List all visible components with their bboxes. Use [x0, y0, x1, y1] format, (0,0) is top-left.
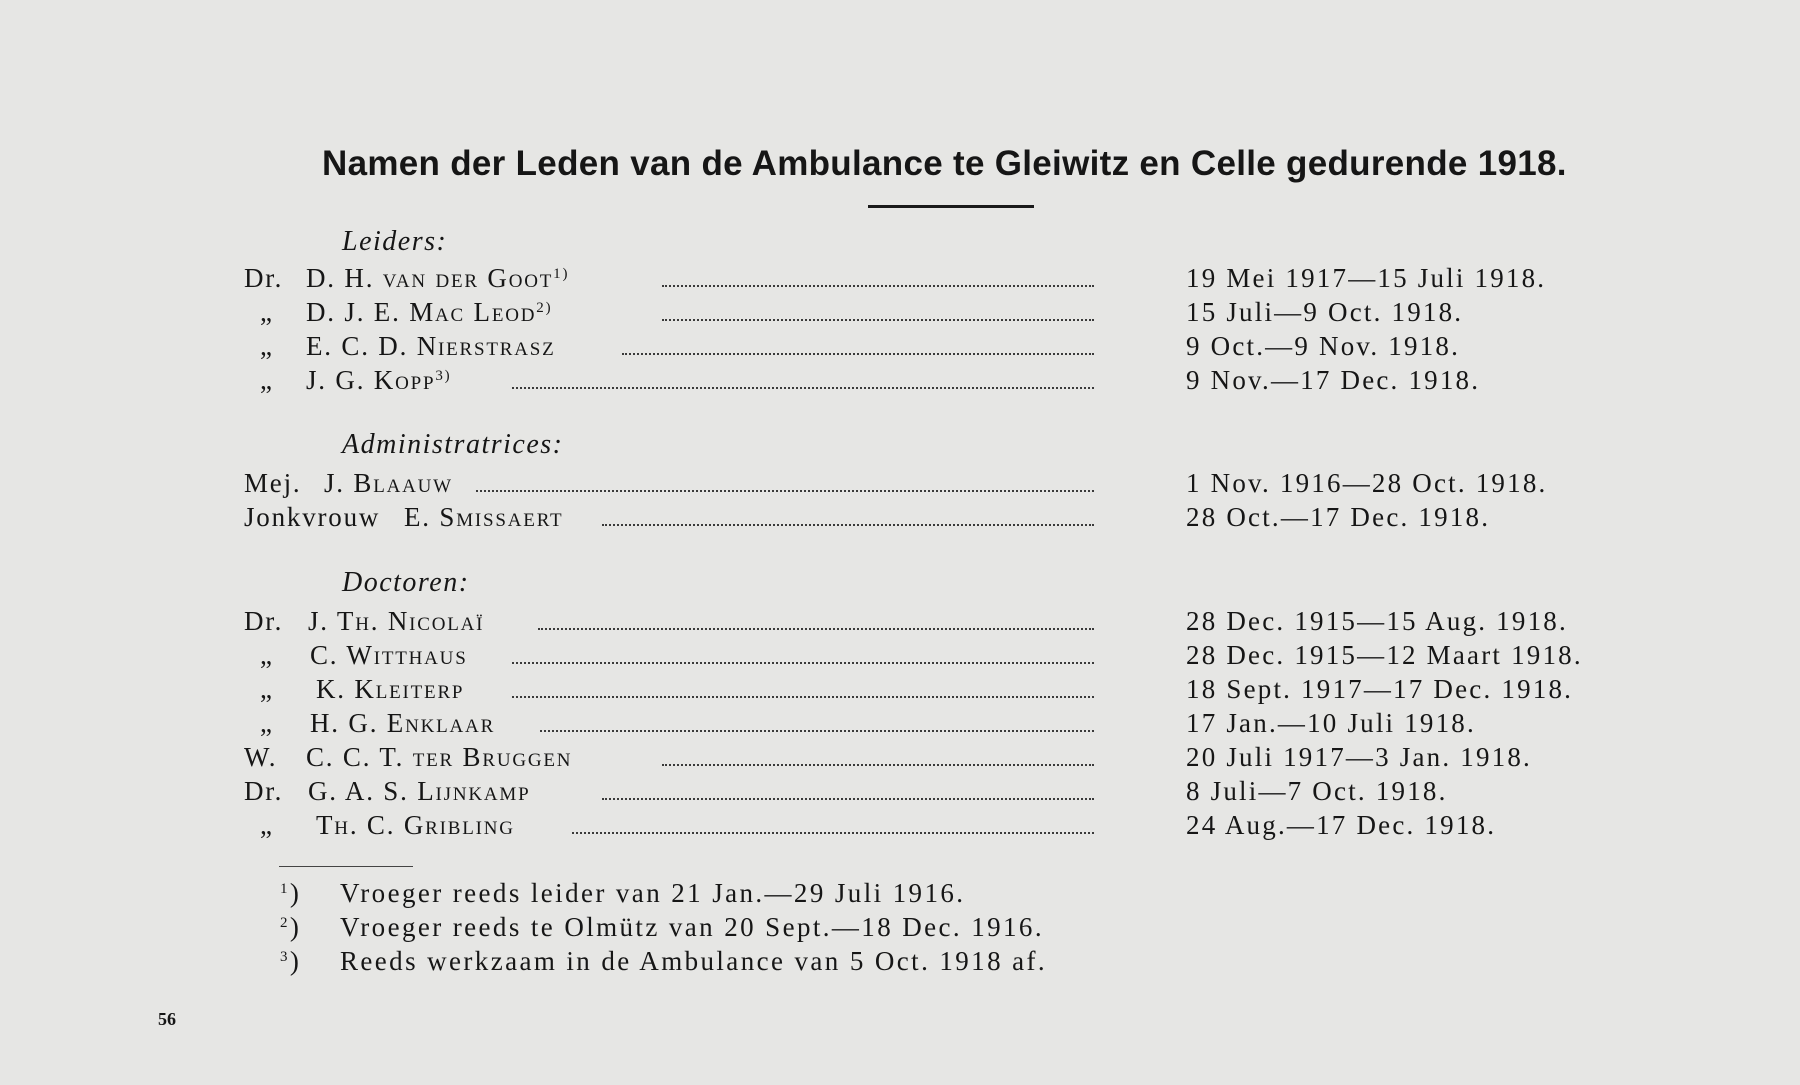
row-prefix: „ [260, 297, 274, 327]
footnote-text: Reeds werkzaam in de Ambulance van 5 Oct. 1918 af. [340, 946, 1048, 976]
row-dates: 8 Juli—7 Oct. 1918. [1186, 776, 1448, 806]
member-row [244, 468, 1664, 502]
row-name: J. Th. Nicolaï [308, 606, 485, 636]
row-prefix: Jonkvrouw [244, 502, 381, 532]
section-heading-administratrices: Administratrices: [342, 429, 564, 460]
page-number: 56 [158, 1009, 176, 1029]
leader-dots [602, 522, 1094, 526]
row-prefix: Dr. [244, 263, 284, 293]
row-prefix: Dr. [244, 776, 284, 806]
title-divider [868, 205, 1034, 208]
member-row [244, 365, 1664, 399]
row-prefix: „ [260, 331, 274, 361]
row-name: G. A. S. Lijnkamp [308, 776, 531, 806]
row-prefix: „ [260, 365, 274, 395]
row-dates: 9 Oct.—9 Nov. 1918. [1186, 331, 1461, 361]
row-prefix: „ [260, 708, 274, 738]
footnote-divider [279, 866, 413, 867]
footnote-marker: $^3$) [280, 946, 302, 976]
row-name: C. Witthaus [310, 640, 468, 670]
row-prefix: „ [260, 674, 274, 704]
footnote [280, 912, 1044, 943]
member-row [244, 810, 1664, 844]
member-row [244, 606, 1664, 640]
member-row [244, 742, 1664, 776]
footnote-ref: 1) [553, 266, 570, 282]
row-name: J. G. Kopp$^{3)}$ [306, 365, 452, 395]
section-heading-doctoren: Doctoren: [342, 567, 470, 598]
leader-dots [476, 488, 1094, 492]
leader-dots [622, 351, 1094, 355]
leader-dots [512, 385, 1094, 389]
row-name: J. Blaauw [324, 468, 453, 498]
row-name: D. H. van der Goot$^{1)}$ [306, 263, 570, 293]
row-dates: 28 Dec. 1915—12 Maart 1918. [1186, 640, 1583, 670]
leader-dots [572, 830, 1094, 834]
footnote [280, 878, 965, 909]
leader-dots [662, 283, 1094, 287]
leader-dots [602, 796, 1094, 800]
leader-dots [512, 660, 1094, 664]
section-heading-leiders: Leiders: [342, 226, 448, 257]
footnote-text: Vroeger reeds leider van 21 Jan.—29 Juli 1916. [340, 878, 966, 908]
leader-dots [538, 626, 1094, 630]
row-name: H. G. Enklaar [310, 708, 496, 738]
row-dates: 17 Jan.—10 Juli 1918. [1186, 708, 1476, 738]
leader-dots [512, 694, 1094, 698]
row-dates: 18 Sept. 1917—17 Dec. 1918. [1186, 674, 1574, 704]
row-dates: 19 Mei 1917—15 Juli 1918. [1186, 263, 1547, 293]
page-title: Namen der Leden van de Ambulance te Gleiwitz en Celle gedurende 1918. [322, 144, 1567, 183]
row-prefix: Mej. [244, 468, 302, 498]
member-row [244, 674, 1664, 708]
member-row [244, 331, 1664, 365]
member-row [244, 640, 1664, 674]
row-name: E. C. D. Nierstrasz [306, 331, 556, 361]
row-prefix: „ [260, 640, 274, 670]
row-dates: 9 Nov.—17 Dec. 1918. [1186, 365, 1481, 395]
row-dates: 28 Oct.—17 Dec. 1918. [1186, 502, 1491, 532]
footnote-marker: $^1$) [280, 878, 302, 908]
leader-dots [540, 728, 1094, 732]
row-prefix: W. [244, 742, 278, 772]
row-name: E. Smissaert [404, 502, 564, 532]
row-dates: 20 Juli 1917—3 Jan. 1918. [1186, 742, 1533, 772]
member-row [244, 708, 1664, 742]
member-row [244, 263, 1664, 297]
row-dates: 28 Dec. 1915—15 Aug. 1918. [1186, 606, 1568, 636]
footnote-ref: 2) [536, 300, 553, 316]
footnote-marker: $^2$) [280, 912, 302, 942]
footnote-ref: 3) [435, 368, 452, 384]
leader-dots [662, 762, 1094, 766]
leader-dots [662, 317, 1094, 321]
row-name: C. C. T. ter Bruggen [306, 742, 573, 772]
row-dates: 24 Aug.—17 Dec. 1918. [1186, 810, 1497, 840]
footnote-text: Vroeger reeds te Olmütz van 20 Sept.—18 Dec. 1916. [340, 912, 1044, 942]
row-prefix: „ [260, 810, 274, 840]
row-dates: 15 Juli—9 Oct. 1918. [1186, 297, 1464, 327]
footnote [280, 946, 1047, 977]
row-name: Th. C. Gribling [316, 810, 515, 840]
member-row [244, 776, 1664, 810]
member-row [244, 297, 1664, 331]
row-prefix: Dr. [244, 606, 284, 636]
row-dates: 1 Nov. 1916—28 Oct. 1918. [1186, 468, 1548, 498]
row-name: D. J. E. Mac Leod$^{2)}$ [306, 297, 553, 327]
row-name: K. Kleiterp [316, 674, 465, 704]
member-row [244, 502, 1664, 536]
